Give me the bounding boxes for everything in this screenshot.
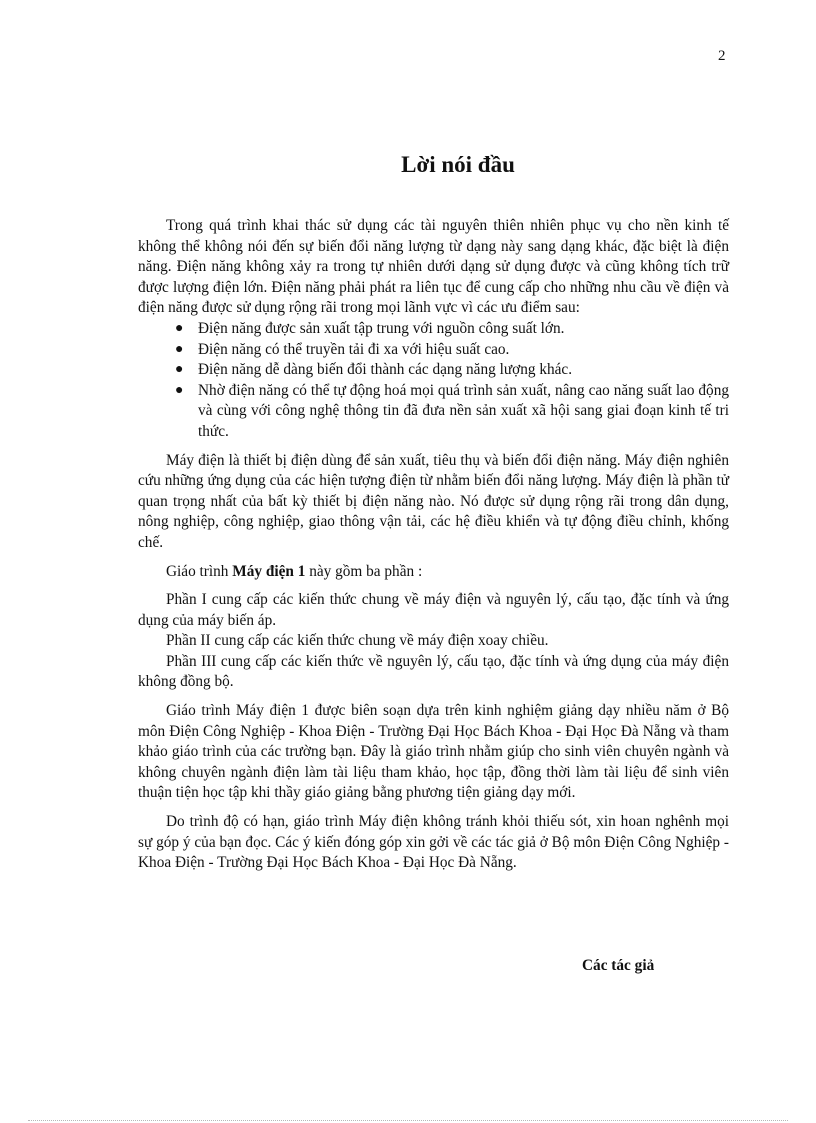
page-bottom-divider <box>28 1120 788 1121</box>
part-one: Phần I cung cấp các kiến thức chung về máy điện và nguyên lý, cấu tạo, đặc tính và ứng dụng của máy biến áp. <box>138 591 729 629</box>
list-item <box>138 340 729 361</box>
document-body <box>138 216 729 874</box>
list-item-text: Điện năng dễ dàng biến đổi thành các dạng năng lượng khác. <box>198 361 573 379</box>
list-item-text: Điện năng được sản xuất tập trung với nguồn công suất lớn. <box>198 319 565 337</box>
list-item-text: Điện năng có thể truyền tải đi xa với hiệu suất cao. <box>198 340 510 358</box>
part-two: Phần II cung cấp các kiến thức chung về máy điện xoay chiều. <box>166 632 549 650</box>
compilation-paragraph: Giáo trình Máy điện 1 được biên soạn dựa trên kinh nghiệm giảng dạy nhiều năm ở Bộ môn Điện Công Nghiệp - Khoa Điện - Trường Đại Học Bách Khoa - Đại Học Đà Nẵng và tham khảo giáo trình của các trường bạn. Đây là giáo trình nhằm giúp cho sinh viên chuyên ngành và không chuyên ngành điện làm tài liệu tham khảo, học tập, đồng thời làm tài liệu để sinh viên thuận tiện học tập khi thầy giáo giảng bằng phương tiện giảng dạy mới. <box>138 702 729 802</box>
list-item-text: Nhờ điện năng có thể tự động hoá mọi quá trình sản xuất, nâng cao năng suất lao động và cùng với công nghệ thông tin đã đưa nền sản xuất xã hội sang giai đoạn kinh tế tri thức. <box>198 381 729 440</box>
closing-paragraph: Do trình độ có hạn, giáo trình Máy điện không tránh khỏi thiếu sót, xin hoan nghênh mọi sự góp ý của bạn đọc. Các ý kiến đóng góp xin gởi về các tác giả ở Bộ môn Điện Công Nghiệp - Khoa Điện - Trường Đại Học Bách Khoa - Đại Học Đà Nẵng. <box>138 813 729 872</box>
bullet-icon: ● <box>175 320 184 336</box>
list-item <box>138 319 729 340</box>
bullet-icon: ● <box>175 341 184 357</box>
structure-prefix: Giáo trình <box>166 562 233 580</box>
course-name: Máy điện 1 <box>232 562 306 580</box>
page-title: Lời nói đầu <box>401 152 515 177</box>
list-item <box>138 381 729 443</box>
bullet-icon: ● <box>175 362 184 378</box>
intro-paragraph: Trong quá trình khai thác sử dụng các tài nguyên thiên nhiên phục vụ cho nền kinh tế không thể không nói đến sự biến đổi năng lượng từ dạng này sang dạng khác, đặc biệt là điện năng. Điện năng không xảy ra trong tự nhiên dưới dạng sử dụng được và cũng không tích trữ được lượng điện lớn. Điện năng phải phát ra liên tục để cung cấp cho những nhu cầu về điện và điện năng được sử dụng rộng rãi trong mọi lãnh vực vì các ưu điểm sau: <box>138 217 729 317</box>
page-number: 2 <box>718 48 726 64</box>
signature: Các tác giả <box>582 957 655 974</box>
machines-paragraph: Máy điện là thiết bị điện dùng để sản xuất, tiêu thụ và biến đổi điện năng. Máy điện nghiên cứu những ứng dụng của các hiện tượng điện từ nhằm biến đổi năng lượng. Máy điện là phần tử quan trọng nhất của bất kỳ thiết bị điện năng nào. Nó được sử dụng rộng rãi trong dân dụng, nông nghiệp, công nghiệp, giao thông vận tải, các hệ điều khiển và tự động điều chỉnh, khống chế. <box>138 451 729 551</box>
structure-line <box>138 562 729 583</box>
structure-suffix: này gồm ba phần : <box>305 562 423 580</box>
advantages-list <box>138 319 729 443</box>
list-item <box>138 360 729 381</box>
part-three: Phần III cung cấp các kiến thức về nguyên lý, cấu tạo, đặc tính và ứng dụng của máy điện không đồng bộ. <box>138 652 729 691</box>
bullet-icon: ● <box>175 382 184 398</box>
